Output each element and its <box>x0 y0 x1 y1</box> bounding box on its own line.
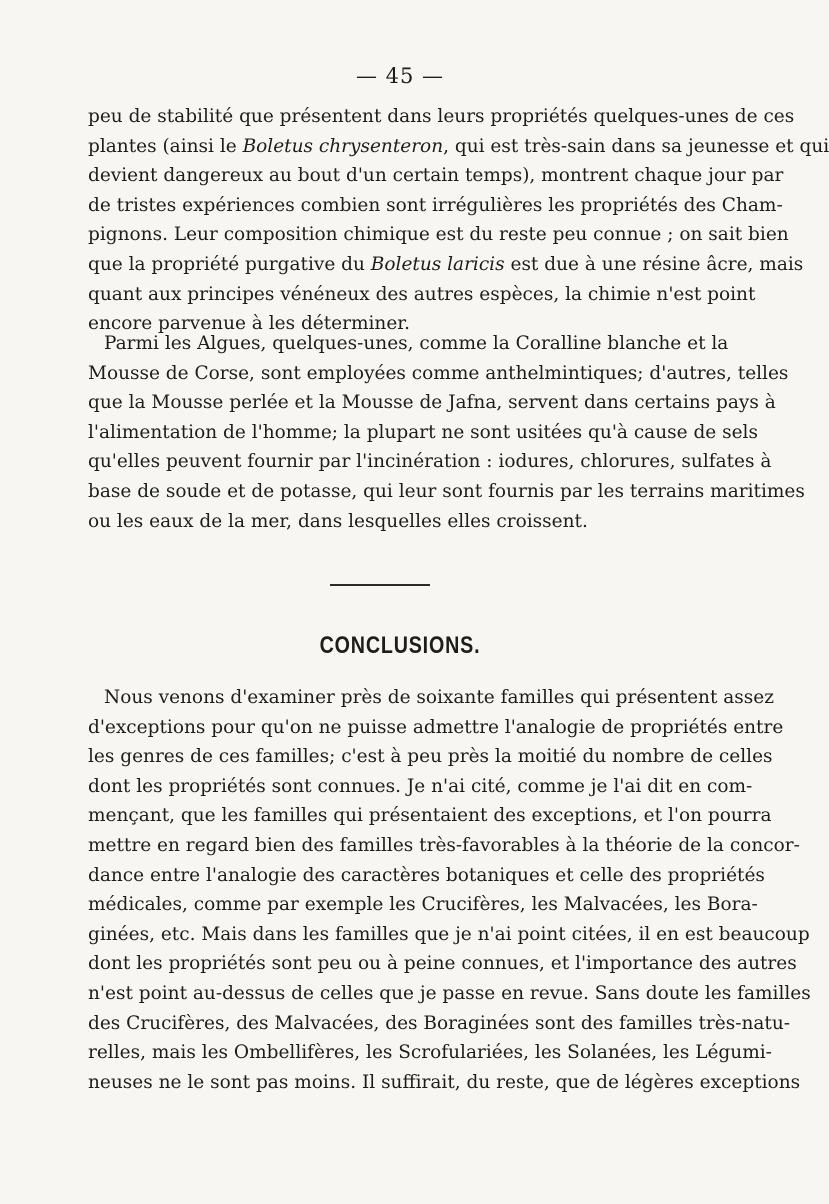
species-name: Boletus laricis <box>370 253 505 275</box>
section-divider <box>330 584 430 586</box>
text-line: dont les propriétés sont connues. Je n'ai cité, comme je l'ai dit en com- <box>88 775 753 797</box>
text-line: des Crucifères, des Malvacées, des Boraginées sont des familles très-natu- <box>88 1012 790 1034</box>
species-name: Boletus chrysenteron <box>242 135 444 157</box>
text-line: que la Mousse perlée et la Mousse de Jafna, servent dans certains pays à <box>88 392 776 414</box>
text-line: dance entre l'analogie des caractères botaniques et celle des propriétés <box>88 864 765 886</box>
page-number: — 45 — <box>355 64 445 88</box>
text-line: Mousse de Corse, sont employées comme anthelmintiques; d'autres, telles <box>88 362 789 384</box>
text-line: devient dangereux au bout d'un certain temps), montrent chaque jour par <box>88 165 784 187</box>
text-line: d'exceptions pour qu'on ne puisse admettre l'analogie de propriétés entre <box>88 716 784 738</box>
text-line: encore parvenue à les déterminer. <box>88 313 410 335</box>
text-line: que la propriété purgative du Boletus laricis est due à une résine âcre, mais <box>88 253 804 275</box>
text-line: quant aux principes vénéneux des autres espèces, la chimie n'est point <box>88 283 756 305</box>
text-line: mençant, que les familles qui présentaient des exceptions, et l'on pourra <box>88 805 772 827</box>
text-line: ginées, etc. Mais dans les familles que je n'ai point citées, il en est beaucoup <box>88 923 810 945</box>
paragraph-fungi <box>88 102 829 339</box>
text-line: l'alimentation de l'homme; la plupart ne sont usitées qu'à cause de sels <box>88 421 758 443</box>
paragraph-conclusions <box>88 683 811 1097</box>
text-line: pignons. Leur composition chimique est du reste peu connue ; on sait bien <box>88 224 789 246</box>
text-line: de tristes expériences combien sont irrégulières les propriétés des Cham- <box>88 194 783 216</box>
text-line: peu de stabilité que présentent dans leurs propriétés quelques-unes de ces <box>88 106 795 127</box>
text-line: relles, mais les Ombellifères, les Scrofulariées, les Solanées, les Légumi- <box>88 1042 772 1064</box>
text-line: base de soude et de potasse, qui leur sont fournis par les terrains maritimes <box>88 480 805 502</box>
text-line: dont les propriétés sont peu ou à peine connues, et l'importance des autres <box>88 953 797 975</box>
text-line: médicales, comme par exemple les Crucifères, les Malvacées, les Bora- <box>88 894 758 916</box>
text-line: ou les eaux de la mer, dans lesquelles elles croissent. <box>88 510 588 532</box>
text-line: neuses ne le sont pas moins. Il suffirait, du reste, que de légères exceptions <box>88 1071 801 1093</box>
text-line: n'est point au-dessus de celles que je passe en revue. Sans doute les familles <box>88 982 811 1004</box>
section-heading: CONCLUSIONS. <box>319 632 481 659</box>
text-line: les genres de ces familles; c'est à peu près la moitié du nombre de celles <box>88 746 773 768</box>
paragraph-algae <box>88 329 805 536</box>
text-line: Nous venons d'examiner près de soixante familles qui présentent assez <box>104 687 774 708</box>
text-line: plantes (ainsi le Boletus chrysenteron, qui est très-sain dans sa jeunesse et qui <box>88 135 829 157</box>
text-line: mettre en regard bien des familles très-favorables à la théorie de la concor- <box>88 834 800 856</box>
text-line: Parmi les Algues, quelques-unes, comme la Coralline blanche et la <box>104 333 729 354</box>
text-line: qu'elles peuvent fournir par l'incinération : iodures, chlorures, sulfates à <box>88 451 772 473</box>
